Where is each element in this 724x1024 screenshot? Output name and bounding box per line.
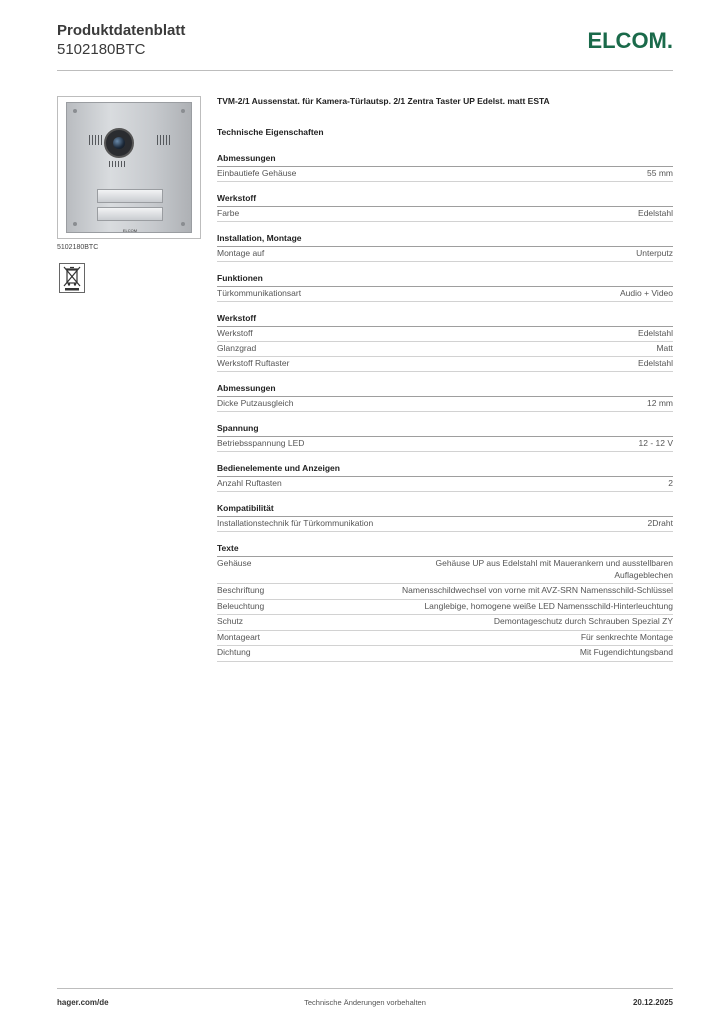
property-value: Mit Fugendichtungsband xyxy=(579,647,673,657)
property-group xyxy=(217,463,673,492)
brand-logo: ELCOM. xyxy=(587,28,673,53)
property-group xyxy=(217,383,673,412)
product-title: TVM-2/1 Aussenstat. für Kamera-Türlautsp. 2/1 Zentra Taster UP Edelst. matt ESTA xyxy=(217,96,550,106)
property-label: Montageart xyxy=(217,631,260,642)
property-value: Edelstahl xyxy=(638,208,673,218)
property-value: 2 xyxy=(668,478,673,488)
property-value: 55 mm xyxy=(647,168,673,178)
plate-brand-label: ELCOM xyxy=(122,228,138,233)
screw-icon xyxy=(73,222,77,226)
property-row xyxy=(217,167,673,182)
crossed-bin-icon xyxy=(59,263,85,293)
property-label: Werkstoff Ruftaster xyxy=(217,358,290,368)
property-value: Langlebige, homogene weiße LED Namensschild-Hinterleuchtung xyxy=(424,600,673,611)
property-group xyxy=(217,543,673,662)
group-title: Abmessungen xyxy=(217,383,673,397)
group-title: Spannung xyxy=(217,423,673,437)
property-group xyxy=(217,193,673,222)
group-title: Installation, Montage xyxy=(217,233,673,247)
product-image xyxy=(57,96,201,239)
property-row xyxy=(217,477,673,492)
property-row xyxy=(217,397,673,412)
property-value: Gehäuse UP aus Edelstahl mit Mauerankern und ausstellbaren Auflageblechen xyxy=(435,558,673,580)
property-label: Schutz xyxy=(217,616,243,626)
property-row xyxy=(217,631,673,647)
page-footer xyxy=(57,988,673,1013)
property-row xyxy=(217,600,673,616)
group-title: Werkstoff xyxy=(217,193,673,207)
speaker-grille-right xyxy=(157,135,171,145)
property-group xyxy=(217,313,673,372)
property-group xyxy=(217,153,673,182)
property-row xyxy=(217,615,673,631)
property-value: Unterputz xyxy=(636,248,673,258)
property-value: Demontageschutz durch Schrauben Spezial ZY xyxy=(493,616,673,626)
group-title: Werkstoff xyxy=(217,313,673,327)
image-caption: 5102180BTC xyxy=(57,244,99,251)
property-group xyxy=(217,233,673,262)
product-details xyxy=(217,96,673,673)
property-group xyxy=(217,423,673,452)
property-row xyxy=(217,357,673,372)
property-group xyxy=(217,503,673,532)
footer-website: hager.com/de xyxy=(57,998,109,1007)
screw-icon xyxy=(181,222,185,226)
group-title: Bedienelemente und Anzeigen xyxy=(217,463,673,477)
property-row xyxy=(217,646,673,662)
screw-icon xyxy=(73,109,77,113)
property-value: Namensschildwechsel von vorne mit AVZ-SRN Namensschild-Schlüssel xyxy=(402,585,673,595)
property-row xyxy=(217,557,673,584)
group-title: Kompatibilität xyxy=(217,503,673,517)
group-title: Abmessungen xyxy=(217,153,673,167)
property-label: Einbautiefe Gehäuse xyxy=(217,168,297,178)
property-value: 12 - 12 V xyxy=(638,438,673,448)
call-button-1 xyxy=(97,189,163,203)
property-label: Installationstechnik für Türkommunikation xyxy=(217,518,374,528)
property-row xyxy=(217,247,673,262)
property-row xyxy=(217,517,673,532)
article-number: 5102180BTC xyxy=(57,41,146,58)
page-header xyxy=(57,22,673,71)
microphone-grille xyxy=(109,161,125,167)
footer-notice: Technische Änderungen vorbehalten xyxy=(304,998,426,1007)
call-button-2 xyxy=(97,207,163,221)
property-value: Edelstahl xyxy=(638,358,673,368)
group-title: Funktionen xyxy=(217,273,673,287)
property-label: Glanzgrad xyxy=(217,343,257,353)
property-row xyxy=(217,207,673,222)
property-label: Montage auf xyxy=(217,248,265,258)
property-value: Für senkrechte Montage xyxy=(580,631,673,642)
document-title: Produktdatenblatt xyxy=(57,22,186,39)
property-value: Audio + Video xyxy=(619,288,673,298)
property-label: Gehäuse xyxy=(217,558,252,568)
property-label: Anzahl Ruftasten xyxy=(217,478,282,488)
property-groups xyxy=(217,153,673,662)
property-label: Beschriftung xyxy=(217,585,265,595)
property-value: Matt xyxy=(656,343,673,353)
property-row xyxy=(217,327,673,342)
property-label: Beleuchtung xyxy=(217,600,265,611)
property-row xyxy=(217,437,673,452)
property-group xyxy=(217,273,673,302)
property-row xyxy=(217,342,673,357)
property-value: 2Draht xyxy=(647,518,673,528)
screw-icon xyxy=(181,109,185,113)
property-row xyxy=(217,287,673,302)
footer-date: 20.12.2025 xyxy=(632,998,673,1007)
door-station-plate xyxy=(66,102,192,233)
group-title: Texte xyxy=(217,543,673,557)
property-label: Werkstoff xyxy=(217,328,253,338)
property-label: Farbe xyxy=(217,208,240,218)
property-value: Edelstahl xyxy=(638,328,673,338)
camera-icon xyxy=(104,128,134,158)
property-label: Dicke Putzausgleich xyxy=(217,398,294,408)
property-label: Türkommunikationsart xyxy=(217,288,302,298)
property-value: 12 mm xyxy=(647,398,673,408)
property-label: Dichtung xyxy=(217,647,251,657)
property-label: Betriebsspannung LED xyxy=(217,438,305,448)
section-heading: Technische Eigenschaften xyxy=(217,127,324,137)
property-row xyxy=(217,584,673,600)
camera-lens xyxy=(113,137,125,149)
speaker-grille-left xyxy=(89,135,103,145)
